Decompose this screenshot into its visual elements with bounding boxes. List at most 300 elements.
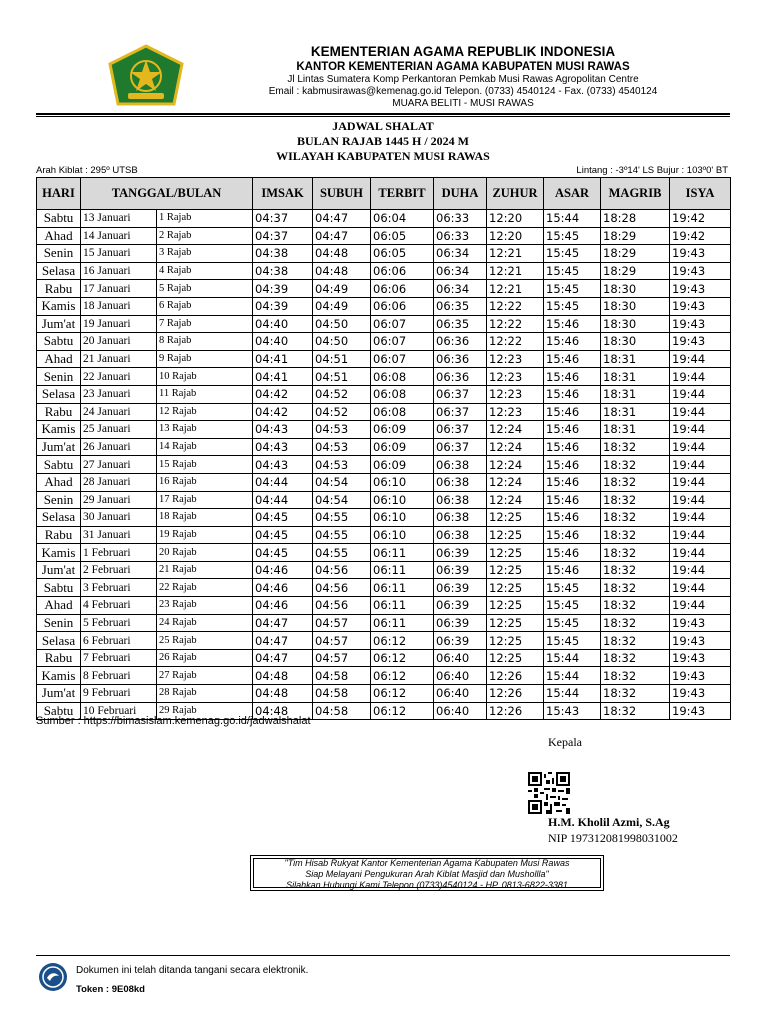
cell-zuhur: 12:23 bbox=[487, 350, 544, 368]
cell-terbit: 06:12 bbox=[371, 632, 434, 650]
cell-duha: 06:39 bbox=[434, 597, 487, 615]
cell-imsak: 04:42 bbox=[253, 385, 313, 403]
cell-duha: 06:39 bbox=[434, 614, 487, 632]
cell-duha: 06:33 bbox=[434, 210, 487, 228]
cell-hijri-date: 11 Rajab bbox=[157, 385, 253, 403]
cell-subuh: 04:57 bbox=[313, 649, 371, 667]
cell-magrib: 18:32 bbox=[601, 491, 670, 509]
cell-day: Ahad bbox=[37, 473, 81, 491]
cell-terbit: 06:04 bbox=[371, 210, 434, 228]
cell-subuh: 04:57 bbox=[313, 632, 371, 650]
cell-zuhur: 12:25 bbox=[487, 526, 544, 544]
cell-hijri-date: 15 Rajab bbox=[157, 456, 253, 474]
header-asar: ASAR bbox=[544, 178, 601, 210]
cell-hijri-date: 5 Rajab bbox=[157, 280, 253, 298]
cell-day: Kamis bbox=[37, 667, 81, 685]
note-line-1: "Tim Hisab Rukyat Kantor Kementerian Agama Kabupaten Musi Rawas bbox=[284, 858, 570, 868]
letterhead-contact: Email : kabmusirawas@kemenag.go.id Telepon. (0733) 4540124 - Fax. (0733) 4540124 bbox=[268, 86, 658, 97]
cell-day: Selasa bbox=[37, 385, 81, 403]
cell-duha: 06:35 bbox=[434, 297, 487, 315]
table-row bbox=[37, 509, 731, 527]
cell-gregorian-date: 9 Februari bbox=[81, 685, 157, 703]
cell-duha: 06:35 bbox=[434, 315, 487, 333]
cell-zuhur: 12:23 bbox=[487, 368, 544, 386]
cell-gregorian-date: 5 Februari bbox=[81, 614, 157, 632]
table-header-row bbox=[37, 178, 731, 210]
cell-isya: 19:43 bbox=[670, 685, 731, 703]
service-note-box bbox=[250, 855, 604, 891]
cell-day: Sabtu bbox=[37, 210, 81, 228]
cell-day: Sabtu bbox=[37, 456, 81, 474]
cell-magrib: 18:31 bbox=[601, 385, 670, 403]
cell-subuh: 04:48 bbox=[313, 262, 371, 280]
cell-zuhur: 12:20 bbox=[487, 227, 544, 245]
cell-terbit: 06:12 bbox=[371, 667, 434, 685]
cell-asar: 15:46 bbox=[544, 491, 601, 509]
cell-terbit: 06:11 bbox=[371, 597, 434, 615]
cell-hijri-date: 16 Rajab bbox=[157, 473, 253, 491]
cell-day: Senin bbox=[37, 245, 81, 263]
cell-magrib: 18:32 bbox=[601, 561, 670, 579]
cell-zuhur: 12:24 bbox=[487, 438, 544, 456]
cell-day: Sabtu bbox=[37, 333, 81, 351]
cell-isya: 19:44 bbox=[670, 509, 731, 527]
cell-zuhur: 12:26 bbox=[487, 702, 544, 720]
header-zuhur: ZUHUR bbox=[487, 178, 544, 210]
letterhead-address: Jl Lintas Sumatera Komp Perkantoran Pemkab Musi Rawas Agropolitan Centre bbox=[287, 74, 639, 85]
header-subuh: SUBUH bbox=[313, 178, 371, 210]
cell-terbit: 06:10 bbox=[371, 526, 434, 544]
cell-zuhur: 12:25 bbox=[487, 597, 544, 615]
cell-imsak: 04:39 bbox=[253, 297, 313, 315]
cell-gregorian-date: 23 Januari bbox=[81, 385, 157, 403]
cell-imsak: 04:48 bbox=[253, 685, 313, 703]
cell-gregorian-date: 31 Januari bbox=[81, 526, 157, 544]
cell-magrib: 18:32 bbox=[601, 438, 670, 456]
cell-day: Senin bbox=[37, 368, 81, 386]
cell-imsak: 04:39 bbox=[253, 280, 313, 298]
cell-day: Selasa bbox=[37, 262, 81, 280]
cell-hijri-date: 12 Rajab bbox=[157, 403, 253, 421]
cell-magrib: 18:31 bbox=[601, 350, 670, 368]
cell-day: Sabtu bbox=[37, 579, 81, 597]
cell-day: Jum'at bbox=[37, 315, 81, 333]
cell-isya: 19:44 bbox=[670, 561, 731, 579]
table-row bbox=[37, 632, 731, 650]
cell-duha: 06:39 bbox=[434, 561, 487, 579]
cell-magrib: 18:30 bbox=[601, 280, 670, 298]
cell-day: Rabu bbox=[37, 280, 81, 298]
cell-asar: 15:46 bbox=[544, 421, 601, 439]
title-line-3: WILAYAH KABUPATEN MUSI RAWAS bbox=[276, 149, 490, 163]
cell-day: Ahad bbox=[37, 227, 81, 245]
document-title bbox=[36, 119, 730, 164]
cell-gregorian-date: 24 Januari bbox=[81, 403, 157, 421]
cell-subuh: 04:53 bbox=[313, 456, 371, 474]
header-magrib: MAGRIB bbox=[601, 178, 670, 210]
cell-duha: 06:38 bbox=[434, 491, 487, 509]
cell-subuh: 04:51 bbox=[313, 368, 371, 386]
qr-code-icon bbox=[528, 772, 570, 814]
letterhead-office: KANTOR KEMENTERIAN AGAMA KABUPATEN MUSI RAWAS bbox=[296, 61, 630, 73]
footer-divider bbox=[36, 955, 730, 956]
cell-imsak: 04:38 bbox=[253, 262, 313, 280]
table-row bbox=[37, 491, 731, 509]
cell-duha: 06:33 bbox=[434, 227, 487, 245]
cell-imsak: 04:45 bbox=[253, 509, 313, 527]
signature-role: Kepala bbox=[548, 735, 582, 749]
cell-isya: 19:44 bbox=[670, 385, 731, 403]
cell-zuhur: 12:25 bbox=[487, 614, 544, 632]
cell-subuh: 04:57 bbox=[313, 614, 371, 632]
cell-gregorian-date: 15 Januari bbox=[81, 245, 157, 263]
cell-zuhur: 12:24 bbox=[487, 491, 544, 509]
cell-hijri-date: 21 Rajab bbox=[157, 561, 253, 579]
header-hari: HARI bbox=[37, 178, 81, 210]
header-tanggal: TANGGAL/BULAN bbox=[81, 178, 253, 210]
cell-isya: 19:43 bbox=[670, 702, 731, 720]
cell-asar: 15:46 bbox=[544, 473, 601, 491]
esign-token: Token : 9E08kd bbox=[76, 984, 145, 995]
cell-imsak: 04:40 bbox=[253, 315, 313, 333]
cell-asar: 15:45 bbox=[544, 614, 601, 632]
cell-magrib: 18:32 bbox=[601, 473, 670, 491]
cell-terbit: 06:12 bbox=[371, 702, 434, 720]
cell-gregorian-date: 20 Januari bbox=[81, 333, 157, 351]
cell-isya: 19:44 bbox=[670, 456, 731, 474]
cell-zuhur: 12:21 bbox=[487, 280, 544, 298]
cell-imsak: 04:48 bbox=[253, 702, 313, 720]
table-row bbox=[37, 210, 731, 228]
cell-subuh: 04:54 bbox=[313, 473, 371, 491]
cell-zuhur: 12:21 bbox=[487, 262, 544, 280]
table-row bbox=[37, 685, 731, 703]
cell-gregorian-date: 17 Januari bbox=[81, 280, 157, 298]
cell-magrib: 18:32 bbox=[601, 649, 670, 667]
cell-asar: 15:45 bbox=[544, 297, 601, 315]
cell-imsak: 04:46 bbox=[253, 561, 313, 579]
cell-magrib: 18:30 bbox=[601, 297, 670, 315]
cell-duha: 06:36 bbox=[434, 368, 487, 386]
table-row bbox=[37, 438, 731, 456]
cell-isya: 19:44 bbox=[670, 473, 731, 491]
cell-isya: 19:43 bbox=[670, 245, 731, 263]
cell-magrib: 18:32 bbox=[601, 579, 670, 597]
cell-duha: 06:38 bbox=[434, 473, 487, 491]
table-row bbox=[37, 544, 731, 562]
cell-isya: 19:44 bbox=[670, 544, 731, 562]
cell-hijri-date: 8 Rajab bbox=[157, 333, 253, 351]
cell-day: Kamis bbox=[37, 544, 81, 562]
cell-terbit: 06:06 bbox=[371, 280, 434, 298]
cell-magrib: 18:29 bbox=[601, 227, 670, 245]
cell-duha: 06:39 bbox=[434, 632, 487, 650]
cell-imsak: 04:41 bbox=[253, 368, 313, 386]
cell-duha: 06:39 bbox=[434, 544, 487, 562]
cell-isya: 19:43 bbox=[670, 297, 731, 315]
cell-hijri-date: 20 Rajab bbox=[157, 544, 253, 562]
cell-isya: 19:43 bbox=[670, 315, 731, 333]
cell-terbit: 06:05 bbox=[371, 245, 434, 263]
cell-hijri-date: 6 Rajab bbox=[157, 297, 253, 315]
cell-asar: 15:43 bbox=[544, 702, 601, 720]
cell-gregorian-date: 29 Januari bbox=[81, 491, 157, 509]
cell-hijri-date: 19 Rajab bbox=[157, 526, 253, 544]
header-isya: ISYA bbox=[670, 178, 731, 210]
cell-gregorian-date: 14 Januari bbox=[81, 227, 157, 245]
cell-zuhur: 12:22 bbox=[487, 297, 544, 315]
cell-imsak: 04:43 bbox=[253, 438, 313, 456]
cell-duha: 06:37 bbox=[434, 421, 487, 439]
cell-hijri-date: 4 Rajab bbox=[157, 262, 253, 280]
cell-zuhur: 12:23 bbox=[487, 403, 544, 421]
title-line-2: BULAN RAJAB 1445 H / 2024 M bbox=[296, 134, 469, 148]
table-row bbox=[37, 526, 731, 544]
note-line-2: Siap Melayani Pengukuran Arah Kiblat Masjid dan Mushollla" bbox=[305, 869, 549, 879]
table-row bbox=[37, 473, 731, 491]
cell-imsak: 04:47 bbox=[253, 614, 313, 632]
cell-terbit: 06:07 bbox=[371, 350, 434, 368]
cell-isya: 19:43 bbox=[670, 649, 731, 667]
cell-subuh: 04:55 bbox=[313, 509, 371, 527]
cell-isya: 19:44 bbox=[670, 579, 731, 597]
cell-gregorian-date: 2 Februari bbox=[81, 561, 157, 579]
cell-imsak: 04:38 bbox=[253, 245, 313, 263]
cell-magrib: 18:32 bbox=[601, 632, 670, 650]
cell-imsak: 04:41 bbox=[253, 350, 313, 368]
cell-isya: 19:44 bbox=[670, 350, 731, 368]
cell-subuh: 04:53 bbox=[313, 421, 371, 439]
cell-hijri-date: 29 Rajab bbox=[157, 702, 253, 720]
cell-subuh: 04:49 bbox=[313, 297, 371, 315]
cell-magrib: 18:32 bbox=[601, 667, 670, 685]
cell-zuhur: 12:20 bbox=[487, 210, 544, 228]
cell-day: Rabu bbox=[37, 526, 81, 544]
cell-asar: 15:44 bbox=[544, 210, 601, 228]
table-row bbox=[37, 561, 731, 579]
cell-hijri-date: 9 Rajab bbox=[157, 350, 253, 368]
cell-imsak: 04:37 bbox=[253, 227, 313, 245]
cell-zuhur: 12:22 bbox=[487, 333, 544, 351]
cell-terbit: 06:11 bbox=[371, 579, 434, 597]
cell-terbit: 06:12 bbox=[371, 685, 434, 703]
cell-terbit: 06:05 bbox=[371, 227, 434, 245]
cell-gregorian-date: 1 Februari bbox=[81, 544, 157, 562]
cell-asar: 15:45 bbox=[544, 280, 601, 298]
cell-zuhur: 12:25 bbox=[487, 544, 544, 562]
cell-subuh: 04:47 bbox=[313, 210, 371, 228]
cell-gregorian-date: 13 Januari bbox=[81, 210, 157, 228]
cell-day: Senin bbox=[37, 491, 81, 509]
cell-asar: 15:45 bbox=[544, 245, 601, 263]
cell-isya: 19:42 bbox=[670, 227, 731, 245]
cell-hijri-date: 10 Rajab bbox=[157, 368, 253, 386]
header-duha: DUHA bbox=[434, 178, 487, 210]
cell-asar: 15:46 bbox=[544, 403, 601, 421]
table-row bbox=[37, 350, 731, 368]
cell-hijri-date: 18 Rajab bbox=[157, 509, 253, 527]
cell-duha: 06:38 bbox=[434, 456, 487, 474]
cell-terbit: 06:09 bbox=[371, 438, 434, 456]
letterhead-divider bbox=[36, 113, 730, 115]
cell-asar: 15:46 bbox=[544, 509, 601, 527]
cell-hijri-date: 24 Rajab bbox=[157, 614, 253, 632]
cell-subuh: 04:50 bbox=[313, 333, 371, 351]
cell-asar: 15:45 bbox=[544, 632, 601, 650]
cell-imsak: 04:37 bbox=[253, 210, 313, 228]
cell-terbit: 06:10 bbox=[371, 491, 434, 509]
cell-gregorian-date: 10 Februari bbox=[81, 702, 157, 720]
cell-magrib: 18:29 bbox=[601, 245, 670, 263]
cell-terbit: 06:07 bbox=[371, 315, 434, 333]
cell-isya: 19:43 bbox=[670, 280, 731, 298]
cell-day: Rabu bbox=[37, 403, 81, 421]
cell-zuhur: 12:25 bbox=[487, 632, 544, 650]
cell-asar: 15:46 bbox=[544, 350, 601, 368]
cell-asar: 15:44 bbox=[544, 667, 601, 685]
cell-asar: 15:45 bbox=[544, 262, 601, 280]
cell-subuh: 04:56 bbox=[313, 579, 371, 597]
cell-day: Jum'at bbox=[37, 438, 81, 456]
source-note: Sumber : https://bimasislam.kemenag.go.id/jadwalshalat bbox=[36, 715, 311, 727]
cell-gregorian-date: 22 Januari bbox=[81, 368, 157, 386]
cell-gregorian-date: 21 Januari bbox=[81, 350, 157, 368]
cell-gregorian-date: 19 Januari bbox=[81, 315, 157, 333]
cell-day: Jum'at bbox=[37, 561, 81, 579]
table-row bbox=[37, 597, 731, 615]
bsre-seal-icon bbox=[38, 962, 68, 992]
table-row bbox=[37, 368, 731, 386]
header-imsak: IMSAK bbox=[253, 178, 313, 210]
cell-magrib: 18:32 bbox=[601, 614, 670, 632]
cell-terbit: 06:10 bbox=[371, 509, 434, 527]
cell-terbit: 06:07 bbox=[371, 333, 434, 351]
cell-day: Sabtu bbox=[37, 702, 81, 720]
cell-gregorian-date: 27 Januari bbox=[81, 456, 157, 474]
cell-duha: 06:40 bbox=[434, 649, 487, 667]
cell-subuh: 04:54 bbox=[313, 491, 371, 509]
cell-imsak: 04:46 bbox=[253, 579, 313, 597]
table-row bbox=[37, 385, 731, 403]
cell-terbit: 06:08 bbox=[371, 368, 434, 386]
cell-day: Senin bbox=[37, 614, 81, 632]
cell-hijri-date: 22 Rajab bbox=[157, 579, 253, 597]
cell-terbit: 06:08 bbox=[371, 385, 434, 403]
cell-gregorian-date: 8 Februari bbox=[81, 667, 157, 685]
cell-magrib: 18:28 bbox=[601, 210, 670, 228]
cell-isya: 19:44 bbox=[670, 403, 731, 421]
cell-zuhur: 12:23 bbox=[487, 385, 544, 403]
cell-zuhur: 12:22 bbox=[487, 315, 544, 333]
table-row bbox=[37, 421, 731, 439]
cell-magrib: 18:32 bbox=[601, 456, 670, 474]
cell-asar: 15:46 bbox=[544, 456, 601, 474]
cell-hijri-date: 3 Rajab bbox=[157, 245, 253, 263]
table-row bbox=[37, 245, 731, 263]
cell-magrib: 18:32 bbox=[601, 597, 670, 615]
cell-terbit: 06:09 bbox=[371, 421, 434, 439]
cell-isya: 19:44 bbox=[670, 368, 731, 386]
cell-hijri-date: 7 Rajab bbox=[157, 315, 253, 333]
cell-magrib: 18:31 bbox=[601, 368, 670, 386]
cell-magrib: 18:32 bbox=[601, 685, 670, 703]
cell-subuh: 04:51 bbox=[313, 350, 371, 368]
cell-duha: 06:38 bbox=[434, 526, 487, 544]
cell-gregorian-date: 16 Januari bbox=[81, 262, 157, 280]
table-row bbox=[37, 456, 731, 474]
note-line-3: Silahkan Hubungi Kami Telepon (0733)4540124 - HP. 0813-6822-3381 bbox=[286, 880, 568, 890]
cell-duha: 06:37 bbox=[434, 385, 487, 403]
cell-subuh: 04:50 bbox=[313, 315, 371, 333]
esign-statement: Dokumen ini telah ditanda tangani secara elektronik. bbox=[76, 965, 309, 976]
cell-day: Ahad bbox=[37, 597, 81, 615]
cell-gregorian-date: 26 Januari bbox=[81, 438, 157, 456]
cell-zuhur: 12:26 bbox=[487, 685, 544, 703]
cell-imsak: 04:47 bbox=[253, 649, 313, 667]
table-row bbox=[37, 333, 731, 351]
cell-isya: 19:43 bbox=[670, 632, 731, 650]
table-row bbox=[37, 262, 731, 280]
cell-zuhur: 12:26 bbox=[487, 667, 544, 685]
cell-asar: 15:46 bbox=[544, 526, 601, 544]
cell-subuh: 04:52 bbox=[313, 385, 371, 403]
cell-duha: 06:36 bbox=[434, 350, 487, 368]
cell-day: Selasa bbox=[37, 632, 81, 650]
cell-magrib: 18:30 bbox=[601, 333, 670, 351]
cell-subuh: 04:53 bbox=[313, 438, 371, 456]
cell-magrib: 18:29 bbox=[601, 262, 670, 280]
cell-asar: 15:46 bbox=[544, 438, 601, 456]
header-terbit: TERBIT bbox=[371, 178, 434, 210]
cell-gregorian-date: 3 Februari bbox=[81, 579, 157, 597]
cell-imsak: 04:42 bbox=[253, 403, 313, 421]
cell-hijri-date: 13 Rajab bbox=[157, 421, 253, 439]
cell-subuh: 04:48 bbox=[313, 245, 371, 263]
cell-day: Ahad bbox=[37, 350, 81, 368]
cell-terbit: 06:11 bbox=[371, 561, 434, 579]
cell-asar: 15:44 bbox=[544, 685, 601, 703]
cell-asar: 15:45 bbox=[544, 579, 601, 597]
cell-magrib: 18:31 bbox=[601, 403, 670, 421]
cell-day: Rabu bbox=[37, 649, 81, 667]
cell-asar: 15:45 bbox=[544, 597, 601, 615]
cell-hijri-date: 2 Rajab bbox=[157, 227, 253, 245]
cell-asar: 15:45 bbox=[544, 227, 601, 245]
cell-duha: 06:40 bbox=[434, 667, 487, 685]
cell-isya: 19:43 bbox=[670, 262, 731, 280]
cell-asar: 15:46 bbox=[544, 333, 601, 351]
cell-imsak: 04:47 bbox=[253, 632, 313, 650]
cell-hijri-date: 14 Rajab bbox=[157, 438, 253, 456]
cell-subuh: 04:58 bbox=[313, 685, 371, 703]
table-row bbox=[37, 667, 731, 685]
cell-imsak: 04:43 bbox=[253, 421, 313, 439]
cell-subuh: 04:58 bbox=[313, 667, 371, 685]
cell-magrib: 18:32 bbox=[601, 544, 670, 562]
cell-day: Kamis bbox=[37, 297, 81, 315]
cell-subuh: 04:52 bbox=[313, 403, 371, 421]
letterhead-divider-thin bbox=[36, 116, 730, 117]
cell-gregorian-date: 7 Februari bbox=[81, 649, 157, 667]
cell-hijri-date: 25 Rajab bbox=[157, 632, 253, 650]
kemenag-logo-icon bbox=[106, 44, 186, 110]
cell-hijri-date: 17 Rajab bbox=[157, 491, 253, 509]
cell-duha: 06:38 bbox=[434, 509, 487, 527]
cell-asar: 15:46 bbox=[544, 385, 601, 403]
cell-duha: 06:36 bbox=[434, 333, 487, 351]
cell-magrib: 18:32 bbox=[601, 526, 670, 544]
cell-asar: 15:46 bbox=[544, 368, 601, 386]
